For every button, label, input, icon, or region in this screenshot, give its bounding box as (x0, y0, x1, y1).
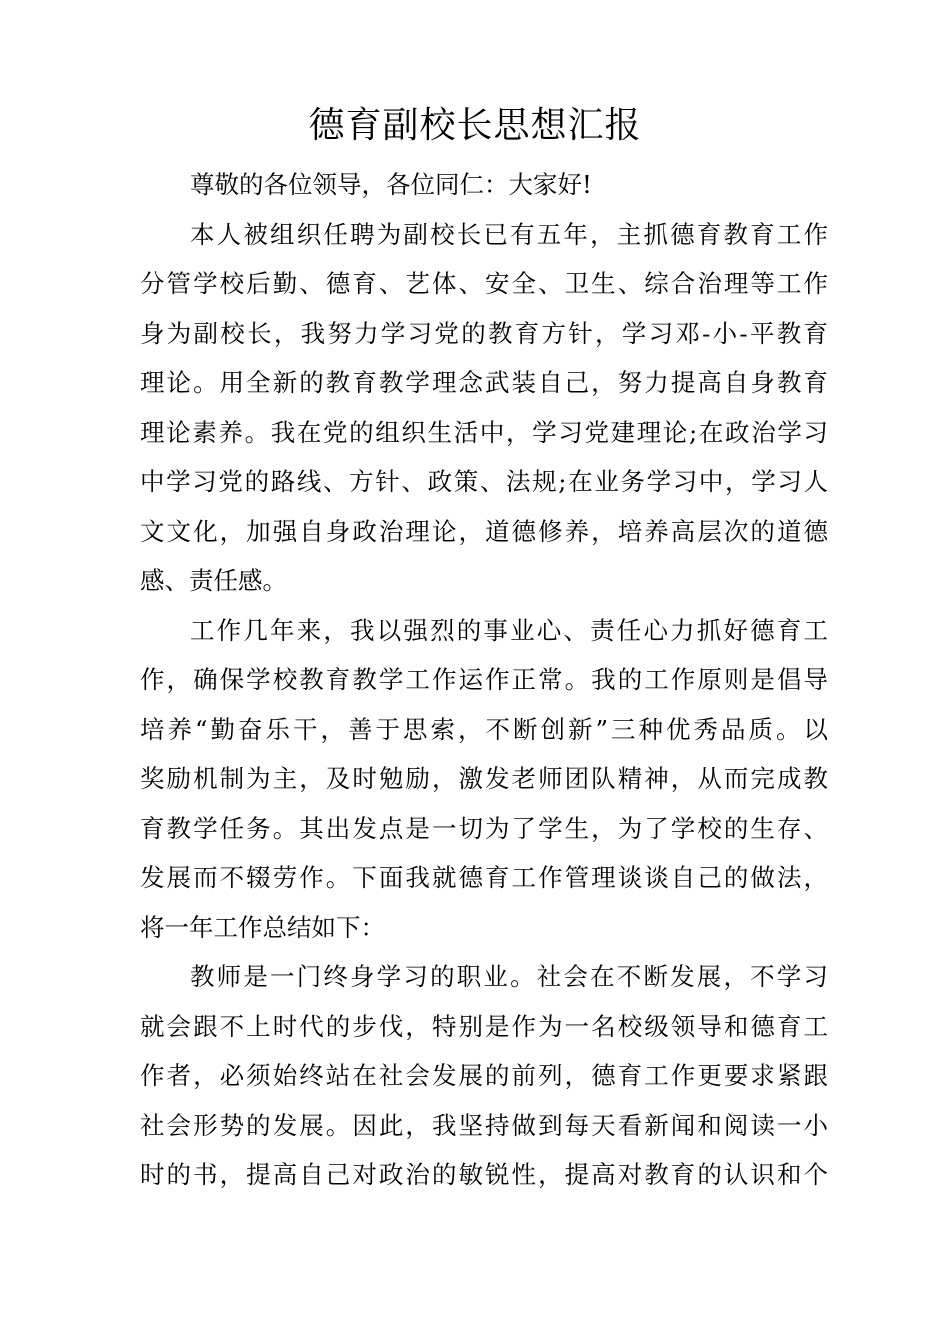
paragraph-line: 社会形势的发展。因此，我坚持做到每天看新闻和阅读一小 (140, 1110, 828, 1140)
paragraph-line: 育教学任务。其出发点是一切为了学生，为了学校的生存、 (140, 813, 828, 843)
paragraph-line: 工作几年来，我以强烈的事业心、责任心力抓好德育工 (190, 615, 828, 645)
paragraph-line: 分管学校后勤、德育、艺体、安全、卫生、综合治理等工作 (140, 269, 828, 298)
paragraph-line: 理论。用全新的教育教学理念武装自己，努力提高自身教育 (140, 368, 828, 397)
paragraph-line: 身为副校长，我努力学习党的教育方针，学习邓-小-平教育 (140, 318, 828, 348)
paragraph-line: 中学习党的路线、方针、政策、法规;在业务学习中，学习人 (140, 467, 828, 496)
paragraph-line: 作者，必须始终站在社会发展的前列，德育工作更要求紧跟 (140, 1061, 828, 1090)
paragraph-line: 时的书，提高自己对政治的敏锐性，提高对教育的认识和个 (140, 1160, 828, 1189)
paragraph-line: 发展而不辍劳作。下面我就德育工作管理谈谈自己的做法， (140, 863, 828, 892)
paragraph-line: 将一年工作总结如下： (140, 912, 385, 942)
paragraph-line: 文文化，加强自身政治理论，道德修养，培养高层次的道德 (140, 516, 828, 546)
document-title: 德育副校长思想汇报 (308, 105, 642, 146)
paragraph-line: 感、责任感。 (140, 566, 287, 595)
paragraph-line: 作，确保学校教育教学工作运作正常。我的工作原则是倡导 (140, 665, 828, 694)
paragraph-line: 教师是一门终身学习的职业。社会在不断发展，不学习 (190, 962, 828, 991)
greeting-line: 尊敬的各位领导，各位同仁：大家好! (190, 170, 592, 199)
document-body (140, 160, 828, 1200)
paragraph-line: 就会跟不上时代的步伐，特别是作为一名校级领导和德育工 (140, 1011, 828, 1041)
paragraph-line: 本人被组织任聘为副校长已有五年，主抓德育教育工作 (190, 219, 828, 249)
paragraph-line: 奖励机制为主，及时勉励，激发老师团队精神，从而完成教 (140, 764, 828, 793)
paragraph-line: 培养“勤奋乐干，善于思索，不断创新”三种优秀品质。以 (140, 714, 828, 744)
paragraph-line: 理论素养。我在党的组织生活中，学习党建理论;在政治学习 (140, 417, 828, 447)
